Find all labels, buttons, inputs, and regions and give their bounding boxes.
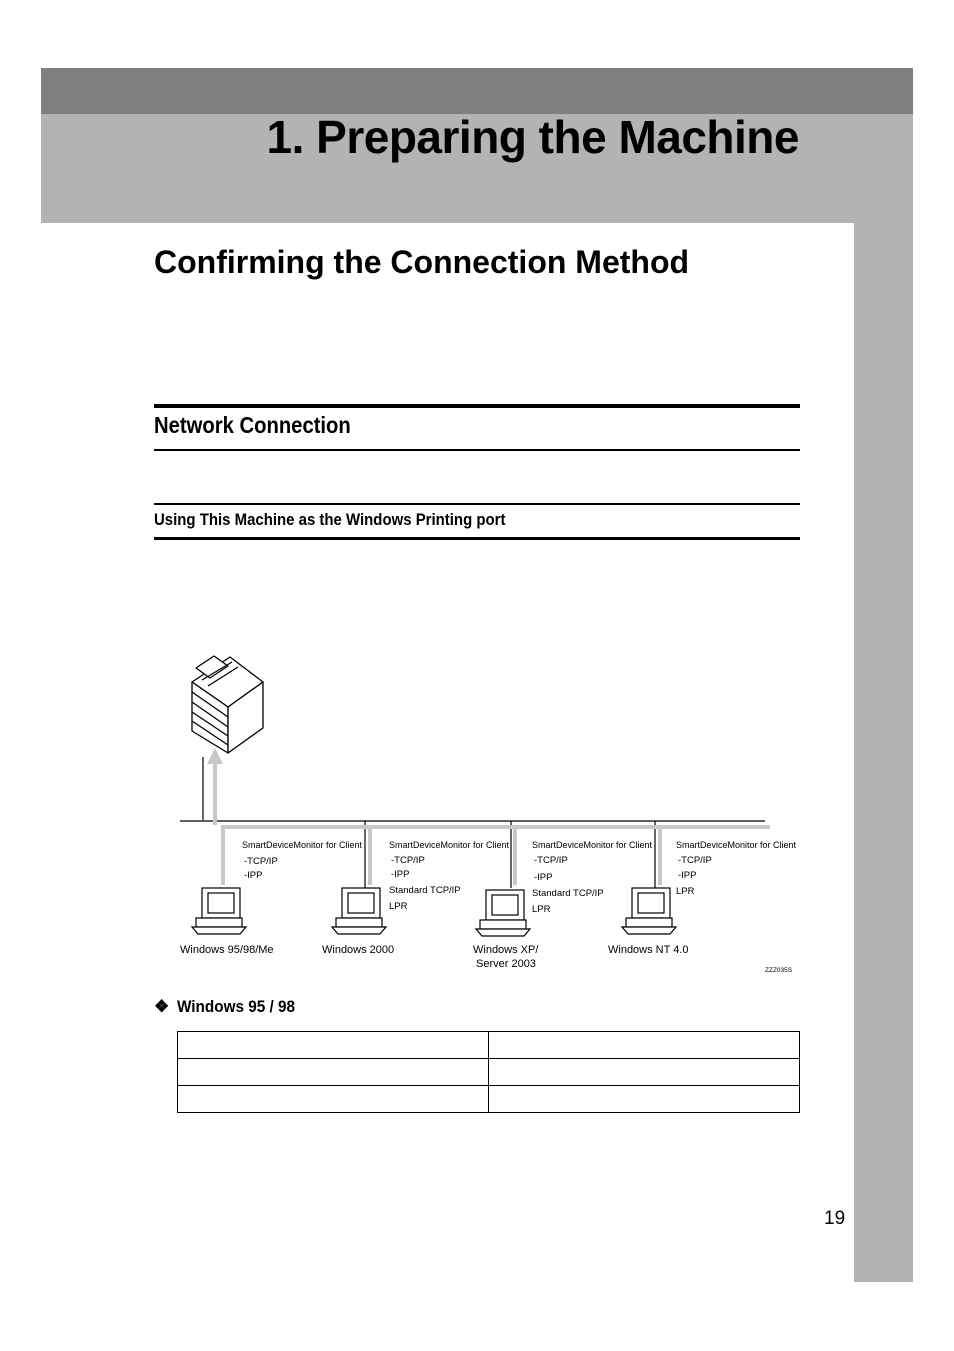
client-header: SmartDeviceMonitor for Client — [242, 840, 363, 850]
client-header: SmartDeviceMonitor for Client — [532, 840, 653, 850]
ipp-arrow — [215, 762, 770, 885]
arrow-head — [207, 748, 223, 764]
client-win2000 — [322, 840, 510, 956]
computer-icon — [332, 888, 386, 934]
side-tab-band — [854, 223, 913, 1282]
chapter-band-top — [41, 68, 913, 114]
windows-table — [177, 1031, 800, 1113]
client-item: -TCP/IP — [534, 855, 568, 866]
windows-heading-label: Windows 95 / 98 — [177, 997, 296, 1016]
client-header: SmartDeviceMonitor for Client — [676, 840, 797, 850]
client-win95 — [180, 840, 363, 956]
subsubsection-title: Using This Machine as the Windows Printing port — [154, 510, 506, 529]
table-cell — [178, 1032, 489, 1059]
table-cell — [489, 1032, 800, 1059]
subsection-bottom-rule — [154, 449, 800, 451]
chapter-title: 1. Preparing the Machine — [266, 111, 799, 163]
table-row — [178, 1059, 800, 1086]
client-item: Standard TCP/IP — [532, 888, 604, 899]
section-title: Confirming the Connection Method — [154, 244, 690, 280]
client-item: LPR — [532, 904, 551, 915]
table-cell — [178, 1059, 489, 1086]
printer-icon — [192, 656, 263, 753]
page-number: 19 — [824, 1208, 846, 1229]
table-cell — [489, 1086, 800, 1113]
client-name: Windows XP/ — [473, 944, 539, 956]
subsection-title: Network Connection — [154, 412, 351, 438]
client-item: LPR — [389, 901, 408, 912]
table-cell — [489, 1059, 800, 1086]
table-row — [178, 1032, 800, 1059]
client-item: -IPP — [244, 870, 263, 881]
subsection-top-rule — [154, 404, 800, 408]
client-item: -IPP — [391, 869, 410, 880]
client-header: SmartDeviceMonitor for Client — [389, 840, 510, 850]
diagram-id-code: ZZZ035S — [765, 967, 793, 974]
computer-icon — [192, 888, 246, 934]
client-name: Windows 2000 — [322, 944, 395, 956]
client-item: LPR — [676, 886, 695, 897]
diamond-bullet-icon: ❖ — [154, 997, 170, 1016]
client-name: Windows 95/98/Me — [180, 944, 274, 956]
windows-heading — [154, 997, 308, 1017]
client-item: -TCP/IP — [391, 855, 425, 866]
client-name: Windows NT 4.0 — [608, 944, 689, 956]
computer-icon — [476, 890, 530, 936]
table-row — [178, 1086, 800, 1113]
client-item: -TCP/IP — [244, 856, 278, 867]
network-diagram — [170, 640, 800, 980]
client-winnt — [608, 840, 797, 956]
computer-icon — [622, 888, 676, 934]
subsubsection-top-rule — [154, 503, 800, 505]
client-item: -IPP — [534, 872, 553, 883]
client-item: -TCP/IP — [678, 855, 712, 866]
table-cell — [178, 1086, 489, 1113]
client-name-line2: Server 2003 — [476, 958, 536, 970]
subsubsection-bottom-rule — [154, 537, 800, 540]
client-item: -IPP — [678, 870, 697, 881]
client-item: Standard TCP/IP — [389, 885, 461, 896]
